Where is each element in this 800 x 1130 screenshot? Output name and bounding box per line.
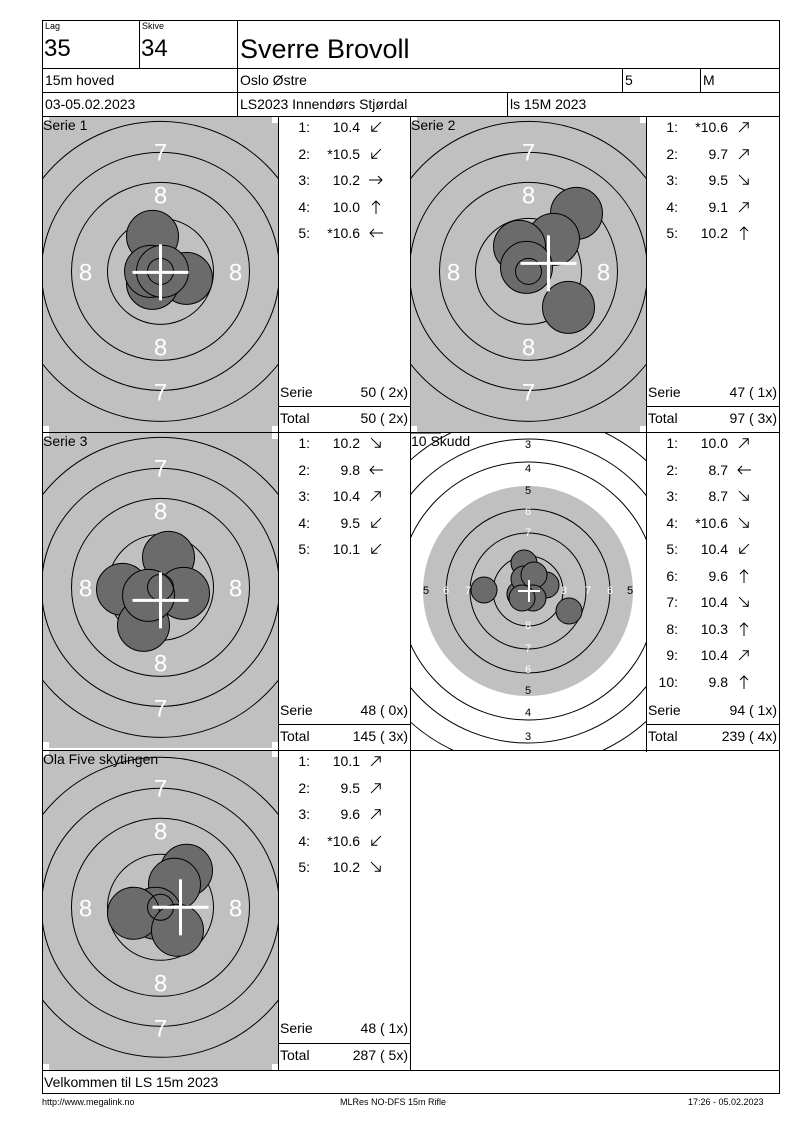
serie-1-label: Serie 1 xyxy=(43,117,88,133)
ring-label: 7 xyxy=(464,584,472,597)
shot-value: 10.1 xyxy=(332,753,360,769)
target-serie-1 xyxy=(43,117,278,432)
ring-label: 8 xyxy=(78,575,93,603)
ring-label: 8 xyxy=(153,182,168,210)
total-value: 287 ( 5x) xyxy=(352,1047,408,1063)
shot-direction-arrow-icon xyxy=(736,488,752,504)
shot-value: 10.4 xyxy=(700,594,728,610)
ring-label: 8 xyxy=(153,970,168,998)
ring-label: 8 xyxy=(78,895,93,923)
serie-label: Serie xyxy=(280,384,313,400)
ring-label: 8 xyxy=(524,619,532,632)
shot-value: 10.1 xyxy=(332,541,360,557)
shot-direction-arrow-icon xyxy=(368,462,384,478)
shot-number: 5: xyxy=(298,225,310,241)
arrow-glyph xyxy=(369,541,384,556)
arrow-shaft xyxy=(371,438,380,447)
shot-value: 9.5 xyxy=(340,514,360,531)
serie-value: 47 ( 1x) xyxy=(729,384,777,400)
ten-shots-total xyxy=(646,724,779,750)
ring-label: 5 xyxy=(422,584,430,597)
ring-label: 8 xyxy=(153,818,168,846)
shot-number: 3: xyxy=(298,488,310,504)
ring-label: 7 xyxy=(524,526,532,539)
serie-value: 50 ( 2x) xyxy=(360,384,408,400)
shot-direction-arrow-icon xyxy=(736,225,752,241)
shot-number: 5: xyxy=(298,541,310,557)
shot-number: 2: xyxy=(298,145,310,162)
shot-list-10-skudd xyxy=(648,434,778,724)
serie-value: 48 ( 1x) xyxy=(360,1020,408,1036)
total-value: 239 ( 4x) xyxy=(721,728,777,744)
shot-number: 8: xyxy=(666,620,678,637)
arrow-shaft xyxy=(739,202,748,211)
shot-hole xyxy=(152,904,204,956)
total-label: Total xyxy=(280,1047,310,1063)
shot-list-serie-2 xyxy=(648,118,778,406)
shot-direction-arrow-icon xyxy=(736,172,752,188)
shot-direction-arrow-icon xyxy=(368,119,384,135)
arrow-glyph xyxy=(740,623,748,636)
arrow-glyph xyxy=(369,833,384,848)
ring-label: 5 xyxy=(524,684,532,697)
ring-label: 7 xyxy=(153,455,168,483)
serie-3-label: Serie 3 xyxy=(43,433,88,449)
total-label: Total xyxy=(280,728,310,744)
shot-value: *10.6 xyxy=(695,514,728,531)
shot-number: 5: xyxy=(666,225,678,241)
arrow-glyph xyxy=(736,199,751,214)
arrow-shaft xyxy=(739,518,748,527)
serie-label: Serie xyxy=(280,702,313,718)
arrow-shaft xyxy=(739,491,748,500)
arrow-shaft xyxy=(372,149,381,158)
shot-direction-arrow-icon xyxy=(368,833,384,849)
ring-label: 5 xyxy=(626,584,634,597)
shot-direction-arrow-icon xyxy=(368,225,384,241)
shot-value: 9.7 xyxy=(708,145,728,162)
shot-value: 8.7 xyxy=(708,461,728,478)
shot-value: 10.4 xyxy=(332,488,360,504)
shot-value: *10.6 xyxy=(327,225,360,241)
ten-shots-sum xyxy=(646,698,779,724)
target-serie-1-canvas xyxy=(43,117,278,432)
shot-value: 9.1 xyxy=(708,198,728,215)
arrow-glyph xyxy=(368,435,383,450)
club-name: Oslo Østre xyxy=(240,72,307,88)
shot-direction-arrow-icon xyxy=(736,594,752,610)
arrow-shaft xyxy=(740,544,749,553)
target-10-skudd xyxy=(411,433,646,750)
arrow-shaft xyxy=(739,175,748,184)
shot-direction-arrow-icon xyxy=(736,568,752,584)
shot-value: 8.7 xyxy=(708,488,728,504)
arrow-shaft xyxy=(372,544,381,553)
shot-value: 10.4 xyxy=(700,541,728,557)
serie-3-total xyxy=(278,724,410,750)
ring-label: 7 xyxy=(153,1015,168,1043)
shot-direction-arrow-icon xyxy=(736,119,752,135)
ring-label: 8 xyxy=(521,182,536,210)
total-label: Total xyxy=(648,410,678,426)
arrow-glyph xyxy=(370,466,383,474)
shot-number: 4: xyxy=(666,514,678,531)
shot-direction-arrow-icon xyxy=(368,515,384,531)
shot-direction-arrow-icon xyxy=(368,859,384,875)
arrow-shaft xyxy=(372,122,381,131)
arrow-shaft xyxy=(371,862,380,871)
ring-label: 5 xyxy=(524,484,532,497)
arrow-shaft xyxy=(739,597,748,606)
target-serie-3-canvas xyxy=(43,433,278,750)
shot-value: 9.8 xyxy=(340,461,360,478)
shot-value: 10.2 xyxy=(700,225,728,241)
ring-label: 6 xyxy=(524,505,532,518)
target-corner xyxy=(272,117,278,123)
program-name: ls 15M 2023 xyxy=(510,96,587,112)
total-label: Total xyxy=(280,410,310,426)
footer-software: MLRes NO-DFS 15m Rifle xyxy=(340,1097,447,1107)
total-value: 50 ( 2x) xyxy=(360,410,408,426)
welcome-text: Velkommen til LS 15m 2023 xyxy=(44,1074,219,1090)
arrow-glyph xyxy=(736,146,751,161)
shot-number: 5: xyxy=(666,541,678,557)
ring-label: 8 xyxy=(78,259,93,287)
target-serie-2-canvas xyxy=(411,117,646,432)
arrow-shaft xyxy=(739,123,748,132)
ring-label: 7 xyxy=(524,642,532,655)
ten-shots-label: 10 Skudd xyxy=(411,433,471,449)
shot-number: 2: xyxy=(666,145,678,162)
ring-label: 8 xyxy=(446,259,461,287)
shot-list-serie-1 xyxy=(280,118,408,406)
arrow-glyph xyxy=(369,119,384,134)
shot-direction-arrow-icon xyxy=(368,199,384,215)
arrow-shaft xyxy=(739,651,748,660)
total-label: Total xyxy=(648,728,678,744)
shot-number: 1: xyxy=(298,119,310,135)
arrow-shaft xyxy=(739,439,748,448)
ring-label: 8 xyxy=(153,498,168,526)
arrow-glyph xyxy=(736,436,751,451)
shot-direction-arrow-icon xyxy=(736,146,752,162)
target-corner xyxy=(272,433,278,439)
shot-hole xyxy=(509,585,535,611)
shot-direction-arrow-icon xyxy=(368,146,384,162)
shot-list-ola-five xyxy=(280,752,408,1043)
shot-hole xyxy=(521,562,547,588)
shot-value: 9.6 xyxy=(708,567,728,584)
serie-label: Serie xyxy=(280,1020,313,1036)
shot-number: 10: xyxy=(658,673,678,690)
ring-label: 6 xyxy=(524,663,532,676)
shot-direction-arrow-icon xyxy=(368,753,384,769)
arrow-shaft xyxy=(372,836,381,845)
shot-number: 1: xyxy=(666,435,678,451)
serie-value: 48 ( 0x) xyxy=(360,702,408,718)
serie-1-total xyxy=(278,406,410,432)
shot-direction-arrow-icon xyxy=(368,172,384,188)
ring-label: 4 xyxy=(524,706,532,719)
shot-value: 10.4 xyxy=(332,119,360,135)
ring-label: 3 xyxy=(524,730,532,743)
shot-value: 9.5 xyxy=(340,779,360,796)
arrow-shaft xyxy=(739,149,748,158)
shot-number: 4: xyxy=(298,832,310,849)
shot-direction-arrow-icon xyxy=(736,515,752,531)
shot-number: 6: xyxy=(666,567,678,584)
lag-value: 35 xyxy=(44,35,71,62)
shot-number: 2: xyxy=(666,461,678,478)
ring-label: 8 xyxy=(228,895,243,923)
arrow-glyph xyxy=(736,594,751,609)
shot-direction-arrow-icon xyxy=(736,462,752,478)
ola-five-label: Ola Five skytingen xyxy=(43,751,159,767)
ring-label: 7 xyxy=(153,139,168,167)
serie-value: 94 ( 1x) xyxy=(729,702,777,718)
shot-number: 3: xyxy=(666,172,678,188)
ring-label: 7 xyxy=(521,139,536,167)
shot-value: *10.5 xyxy=(327,145,360,162)
shot-value: 10.2 xyxy=(332,172,360,188)
klasse-number: 5 xyxy=(625,72,633,88)
serie-2-sum xyxy=(646,380,779,406)
shot-value: 10.0 xyxy=(332,198,360,215)
shot-direction-arrow-icon xyxy=(736,435,752,451)
ring-label: 8 xyxy=(596,259,611,287)
arrow-shaft xyxy=(371,757,380,766)
shot-number: 7: xyxy=(666,594,678,610)
ring-label: 7 xyxy=(153,775,168,803)
arrow-glyph xyxy=(740,676,748,689)
target-corner xyxy=(640,117,646,123)
shot-direction-arrow-icon xyxy=(368,780,384,796)
arrow-shaft xyxy=(372,518,381,527)
arrow-shaft xyxy=(371,492,380,501)
shot-value: 9.6 xyxy=(340,806,360,822)
target-corner xyxy=(43,426,49,432)
lag-label: Lag xyxy=(45,21,61,31)
arrow-shaft xyxy=(371,783,380,792)
serie-2-total xyxy=(646,406,779,432)
shot-direction-arrow-icon xyxy=(736,647,752,663)
shot-direction-arrow-icon xyxy=(368,806,384,822)
arrow-glyph xyxy=(368,754,383,769)
shot-number: 9: xyxy=(666,647,678,663)
shot-direction-arrow-icon xyxy=(736,621,752,637)
arrow-shaft xyxy=(371,810,380,819)
target-serie-3 xyxy=(43,433,278,750)
event-dates: 03-05.02.2023 xyxy=(45,96,136,112)
arrow-glyph xyxy=(368,859,383,874)
shot-number: 5: xyxy=(298,859,310,875)
shot-direction-arrow-icon xyxy=(736,674,752,690)
arrow-glyph xyxy=(370,229,383,237)
ring-label: 6 xyxy=(442,584,450,597)
arrow-glyph xyxy=(369,515,384,530)
shot-number: 3: xyxy=(298,806,310,822)
ring-label: 7 xyxy=(521,379,536,407)
target-serie-2 xyxy=(411,117,646,432)
shot-number: 4: xyxy=(298,514,310,531)
target-corner xyxy=(43,742,49,748)
total-value: 97 ( 3x) xyxy=(729,410,777,426)
shot-number: 3: xyxy=(666,488,678,504)
skive-label: Skive xyxy=(142,21,165,31)
ring-label: 6 xyxy=(606,584,614,597)
ring-label: 8 xyxy=(521,334,536,362)
target-ola-five-canvas xyxy=(43,751,278,1070)
ola-five-sum xyxy=(278,1016,410,1042)
shooter-name: Sverre Brovoll xyxy=(240,34,410,64)
shot-value: *10.6 xyxy=(695,119,728,135)
target-corner xyxy=(272,751,278,757)
event-name: LS2023 Innendørs Stjørdal xyxy=(240,96,408,112)
serie-3-sum xyxy=(278,698,410,724)
arrow-glyph xyxy=(740,227,748,240)
arrow-glyph xyxy=(736,515,751,530)
shot-direction-arrow-icon xyxy=(368,488,384,504)
ring-label: 8 xyxy=(153,650,168,678)
footer-timestamp: 17:26 - 05.02.2023 xyxy=(688,1097,764,1107)
arrow-glyph xyxy=(372,201,380,214)
shot-number: 4: xyxy=(666,198,678,215)
class-name: 15m hoved xyxy=(45,72,115,88)
shot-value: 10.4 xyxy=(700,647,728,663)
serie-2-label: Serie 2 xyxy=(411,117,456,133)
serie-label: Serie xyxy=(648,702,681,718)
arrow-glyph xyxy=(368,807,383,822)
arrow-glyph xyxy=(736,488,751,503)
shot-value: 10.0 xyxy=(700,435,728,451)
shot-direction-arrow-icon xyxy=(736,199,752,215)
arrow-glyph xyxy=(736,172,751,187)
serie-label: Serie xyxy=(648,384,681,400)
gender: M xyxy=(703,72,715,88)
ring-label: 7 xyxy=(584,584,592,597)
ring-label: 3 xyxy=(524,438,532,451)
shot-direction-arrow-icon xyxy=(368,541,384,557)
shot-direction-arrow-icon xyxy=(736,541,752,557)
ring-label: 8 xyxy=(153,334,168,362)
target-corner xyxy=(411,426,417,432)
shot-value: 10.2 xyxy=(332,435,360,451)
footer-url[interactable]: http://www.megalink.no xyxy=(42,1097,135,1107)
arrow-glyph xyxy=(738,466,751,474)
arrow-glyph xyxy=(368,780,383,795)
ring-label: 8 xyxy=(228,575,243,603)
target-ola-five xyxy=(43,751,278,1070)
shot-number: 1: xyxy=(666,119,678,135)
ring-label: 7 xyxy=(153,695,168,723)
ola-five-total xyxy=(278,1043,410,1069)
total-value: 145 ( 3x) xyxy=(352,728,408,744)
ring-label: 8 xyxy=(560,584,568,597)
shot-number: 1: xyxy=(298,435,310,451)
arrow-glyph xyxy=(369,146,384,161)
skive-value: 34 xyxy=(141,35,168,62)
shot-value: 10.3 xyxy=(700,620,728,637)
target-corner xyxy=(43,1064,49,1070)
arrow-glyph xyxy=(369,176,382,184)
shot-number: 2: xyxy=(298,779,310,796)
arrow-glyph xyxy=(736,120,751,135)
shot-hole xyxy=(543,281,595,333)
ring-label: 7 xyxy=(153,379,168,407)
arrow-glyph xyxy=(737,541,752,556)
shot-number: 1: xyxy=(298,753,310,769)
shot-number: 3: xyxy=(298,172,310,188)
shot-number: 4: xyxy=(298,198,310,215)
serie-1-sum xyxy=(278,380,410,406)
shot-number: 2: xyxy=(298,461,310,478)
shot-value: 9.5 xyxy=(708,172,728,188)
shot-value: *10.6 xyxy=(327,832,360,849)
shot-value: 9.8 xyxy=(708,673,728,690)
arrow-glyph xyxy=(740,570,748,583)
ring-label: 8 xyxy=(228,259,243,287)
target-10-skudd-canvas xyxy=(411,433,646,750)
arrow-glyph xyxy=(368,489,383,504)
shot-hole xyxy=(556,598,582,624)
shot-hole xyxy=(501,241,553,293)
shot-hole xyxy=(123,569,175,621)
shot-value: 10.2 xyxy=(332,859,360,875)
ring-label: 4 xyxy=(524,462,532,475)
shot-direction-arrow-icon xyxy=(368,435,384,451)
arrow-glyph xyxy=(736,648,751,663)
shot-hole xyxy=(471,577,497,603)
shot-list-serie-3 xyxy=(280,434,408,724)
